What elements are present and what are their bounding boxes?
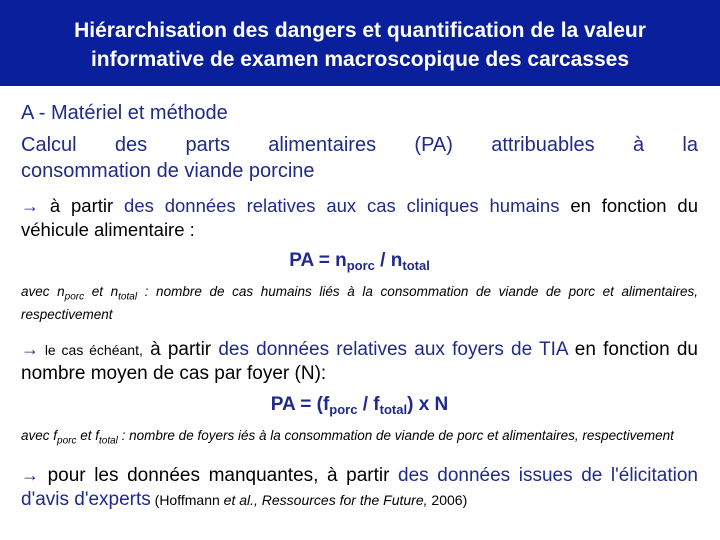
point2-highlight: des données relatives aux foyers de TIA (218, 338, 568, 360)
formula2-op: / f (357, 393, 380, 415)
note-cases (21, 283, 698, 323)
point3-ref-italic: et al., Ressources for the Future, (223, 492, 428, 509)
point1-prefix: à partir (39, 195, 125, 216)
point-expert-elicitation (21, 463, 698, 512)
point3-ref-a: (Hoffmann (150, 492, 224, 509)
point2-small: le cas échéant, (39, 341, 143, 358)
note2-b: et f (76, 427, 99, 443)
note2-b-sub: total (99, 435, 118, 447)
slide-body (21, 100, 698, 512)
formula1-sub-total: total (402, 258, 430, 273)
formula1-sub-porc: porc (346, 258, 375, 273)
arrow-right-icon: → (21, 196, 39, 216)
formula2-rhs: ) x N (407, 393, 449, 415)
note1-a-sub: porc (64, 291, 85, 303)
point2-suffix: en fonction du nombre moyen de cas par foyer (N): (21, 338, 699, 384)
arrow-right-icon: → (21, 465, 39, 486)
section-title: A - Matériel et méthode (21, 102, 228, 124)
section-subtitle-line-1: Calcul des parts alimentaires (PA) attribuables à la (21, 134, 698, 156)
point-clinical-cases (21, 194, 698, 242)
slide-title-line-1: Hiérarchisation des dangers et quantification de la valeur (74, 19, 646, 42)
formula-pa-outbreaks (21, 392, 698, 423)
section-subtitle (21, 132, 698, 184)
note-outbreaks (21, 427, 698, 450)
formula1-lhs: PA = n (289, 250, 347, 271)
note1-b-sub: total (118, 291, 138, 303)
note2-c: : nombre de foyers iés à la consommation de viande de porc et alimentaires, respectivement (117, 427, 674, 443)
note1-c: : nombre de cas humains liés à la consommation de viande de porc et alimentaires, respectivement (21, 284, 698, 322)
point3-highlight: des données issues de l'élicitation d'avis d'experts (21, 465, 698, 511)
arrow-right-icon: → (21, 338, 39, 359)
formula2-lhs: PA = (f (270, 393, 330, 415)
point3-prefix: pour les données manquantes, à partir (39, 465, 399, 487)
note2-a: avec f (21, 427, 58, 443)
point1-highlight: des données relatives aux cas cliniques humains (124, 195, 560, 216)
formula2-sub-porc: porc (329, 401, 358, 417)
formula-pa-cases (21, 248, 698, 279)
slide-title-line-2: informative de examen macroscopique des carcasses (90, 48, 630, 71)
note2-a-sub: porc (57, 435, 77, 447)
point3-ref-b: 2006) (427, 492, 468, 509)
formula1-op: / n (374, 250, 403, 271)
point2-prefix: à partir (142, 338, 219, 360)
note1-b: et n (84, 284, 119, 299)
point-outbreaks (21, 337, 698, 386)
formula2-sub-total: total (379, 401, 408, 417)
note1-a: avec n (21, 284, 65, 299)
section-subtitle-line-2: consommation de viande porcine (21, 160, 315, 182)
point1-suffix: en fonction du véhicule alimentaire : (21, 195, 698, 240)
slide-header (0, 0, 720, 86)
